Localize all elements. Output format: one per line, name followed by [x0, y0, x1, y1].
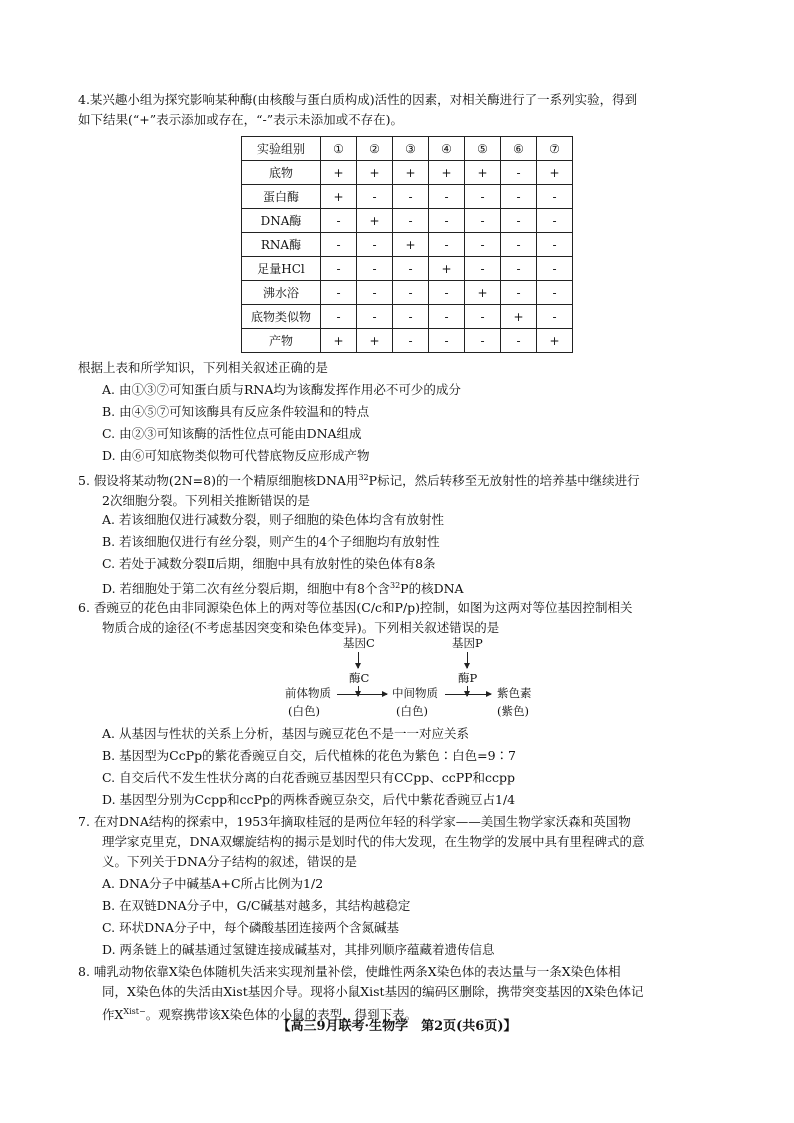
table-cell: -	[537, 185, 573, 209]
q4-stem-line-2: 如下结果(“+”表示添加或存在，“-”表示未添加或不存在)。	[78, 112, 404, 127]
question-5-stem	[78, 468, 728, 511]
table-cell: -	[501, 185, 537, 209]
q6-option-d: D. 基因型分别为Ccpp和ccPp的两株香豌豆杂交，后代中紫花香豌豆占1/4	[102, 792, 516, 807]
table-cell: -	[465, 209, 501, 233]
q6-option-a: A. 从基因与性状的关系上分析，基因与豌豆花色不是一一对应关系	[102, 726, 469, 741]
table-cell: -	[321, 233, 357, 257]
arrow-down-gene-p	[467, 652, 468, 668]
q6-option-c: C. 自交后代不发生性状分离的白花香豌豆基因型只有CCpp、ccPP和ccpp	[102, 770, 516, 785]
q6-stem-line-1: 6. 香豌豆的花色由非同源染色体上的两对等位基因(C/c和P/p)控制，如图为这两对等位基因控制相关	[78, 600, 633, 615]
table-cell: +	[321, 161, 357, 185]
table-row-label: 底物类似物	[242, 305, 321, 329]
table-cell: -	[393, 281, 429, 305]
table-cell: -	[537, 305, 573, 329]
table-cell: -	[393, 209, 429, 233]
table-cell: +	[465, 161, 501, 185]
table-cell: ④	[429, 137, 465, 161]
table-row-label: DNA酶	[242, 209, 321, 233]
table-row-label: 蛋白酶	[242, 185, 321, 209]
q4-prompt: 根据上表和所学知识，下列相关叙述正确的是	[78, 360, 329, 375]
table-row	[242, 233, 573, 257]
table-row	[242, 305, 573, 329]
table-cell: -	[537, 257, 573, 281]
table-row-label: 产物	[242, 329, 321, 353]
table-row	[242, 161, 573, 185]
table-header-row	[242, 137, 573, 161]
q5-option-b: B. 若该细胞仅进行有丝分裂，则产生的4个子细胞均有放射性	[102, 534, 440, 549]
q4-option-d: D. 由⑥可知底物类似物可代替底物反应形成产物	[102, 448, 370, 463]
question-7-stem	[78, 812, 728, 872]
table-cell: -	[537, 209, 573, 233]
experiment-table	[241, 136, 573, 353]
table-cell: -	[465, 233, 501, 257]
gene-c-label: 基因C	[343, 636, 375, 650]
gene-p-label: 基因P	[452, 636, 483, 650]
intermediate-label: 中间物质	[392, 686, 438, 700]
table-cell: -	[429, 281, 465, 305]
table-cell: -	[501, 233, 537, 257]
q4-stem-line-1: 4.某兴趣小组为探究影响某种酶(由核酸与蛋白质构成)活性的因素，对相关酶进行了一系列实验，得到	[78, 92, 638, 107]
precursor-label: 前体物质	[285, 686, 331, 700]
arrow-intermediate-to-pigment	[445, 694, 491, 695]
q5-option-d-part-b: P的核DNA	[400, 581, 464, 597]
table-cell: +	[465, 281, 501, 305]
table-row-label: 沸水浴	[242, 281, 321, 305]
table-cell: -	[321, 281, 357, 305]
table-cell: ⑥	[501, 137, 537, 161]
q7-option-c: C. 环状DNA分子中，每个磷酸基团连接两个含氮碱基	[102, 920, 400, 935]
q8-xist-sup: Xist−	[123, 1007, 146, 1016]
arrow-down-gene-c	[358, 652, 359, 668]
precursor-color-label: (白色)	[288, 704, 320, 718]
table-cell: +	[429, 257, 465, 281]
table-cell: -	[357, 281, 393, 305]
table-cell: -	[465, 257, 501, 281]
q7-option-b: B. 在双链DNA分子中，G/C碱基对越多，其结构越稳定	[102, 898, 411, 913]
table-cell: -	[429, 305, 465, 329]
table-cell: -	[393, 305, 429, 329]
q5-stem-part-b: P标记，然后转移至无放射性的培养基中继续进行	[368, 473, 640, 489]
table-cell: -	[501, 329, 537, 353]
table-cell: -	[537, 281, 573, 305]
table-row-label: RNA酶	[242, 233, 321, 257]
table-cell: +	[429, 161, 465, 185]
table-cell: -	[357, 185, 393, 209]
question-6-stem	[78, 598, 728, 638]
table-cell: -	[321, 257, 357, 281]
table-cell: ①	[321, 137, 357, 161]
q8-stem-line-1: 8. 哺乳动物依靠X染色体随机失活来实现剂量补偿，使雌性两条X染色体的表达量与一条X染色体相	[78, 964, 621, 979]
arrow-precursor-to-intermediate	[337, 694, 387, 695]
q7-option-d: D. 两条链上的碱基通过氢键连接成碱基对，其排列顺序蕴藏着遗传信息	[102, 942, 495, 957]
table-row	[242, 257, 573, 281]
table-header-label: 实验组别	[242, 137, 321, 161]
q5-option-a: A. 若该细胞仅进行减数分裂，则子细胞的染色体均含有放射性	[102, 512, 444, 527]
table-cell: -	[465, 329, 501, 353]
table-cell: -	[501, 281, 537, 305]
table-cell: -	[501, 161, 537, 185]
pigment-label: 紫色素	[497, 686, 532, 700]
table-cell: -	[429, 209, 465, 233]
table-row-label: 底物	[242, 161, 321, 185]
table-cell: -	[321, 209, 357, 233]
q7-stem-line-3: 义。下列关于DNA分子结构的叙述，错误的是	[102, 854, 357, 869]
q4-option-c: C. 由②③可知该酶的活性位点可能由DNA组成	[102, 426, 362, 441]
q5-option-d-sup: 32	[389, 581, 401, 590]
q7-option-a: A. DNA分子中碱基A+C所占比例为1/2	[102, 876, 324, 891]
table-cell: ⑦	[537, 137, 573, 161]
table-row	[242, 329, 573, 353]
table-cell: -	[537, 233, 573, 257]
table-cell: -	[465, 185, 501, 209]
table-cell: -	[429, 329, 465, 353]
table-cell: -	[501, 209, 537, 233]
q5-stem-line-2: 2次细胞分裂。下列相关推断错误的是	[102, 493, 310, 509]
page-footer: 【高三9月联考·生物学 第2页(共6页)】	[277, 1019, 517, 1034]
question-4-stem	[78, 90, 728, 130]
table-cell: ③	[393, 137, 429, 161]
table-cell: -	[501, 257, 537, 281]
table-cell: -	[429, 233, 465, 257]
q8-stem-part-a: 作X	[102, 1007, 124, 1023]
table-cell: -	[321, 305, 357, 329]
q4-option-a: A. 由①③⑦可知蛋白质与RNA均为该酶发挥作用必不可少的成分	[102, 382, 461, 397]
table-cell: -	[429, 185, 465, 209]
table-cell: +	[321, 185, 357, 209]
pathway-diagram	[270, 635, 560, 720]
table-cell: +	[357, 161, 393, 185]
table-cell: +	[537, 329, 573, 353]
q5-option-c: C. 若处于减数分裂Ⅱ后期，细胞中具有放射性的染色体有8条	[102, 556, 436, 571]
table-cell: -	[357, 233, 393, 257]
table-cell: -	[393, 185, 429, 209]
table-row-label: 足量HCl	[242, 257, 321, 281]
table-cell: -	[393, 257, 429, 281]
table-row	[242, 209, 573, 233]
q5-option-d	[102, 576, 464, 599]
table-cell: +	[537, 161, 573, 185]
q5-option-d-part-a: D. 若细胞处于第二次有丝分裂后期，细胞中有8个含	[102, 581, 390, 597]
table-cell: +	[357, 329, 393, 353]
table-cell: -	[393, 329, 429, 353]
q8-stem-part-b: 。观察携带该X染色体的小鼠的表型，得到下表。	[145, 1007, 418, 1023]
q5-isotope-sup: 32	[358, 473, 369, 482]
enzyme-c-label: 酶C	[349, 671, 370, 685]
table-cell: +	[501, 305, 537, 329]
table-cell: -	[357, 305, 393, 329]
q6-option-b: B. 基因型为CcPp的紫花香豌豆自交，后代植株的花色为紫色∶白色=9∶7	[102, 748, 516, 763]
table-cell: -	[465, 305, 501, 329]
q7-stem-line-1: 7. 在对DNA结构的探索中，1953年摘取桂冠的是两位年轻的科学家——美国生物学家沃森和英国物	[78, 814, 631, 829]
table-cell: ②	[357, 137, 393, 161]
table-cell: +	[393, 161, 429, 185]
q6-stem-line-2: 物质合成的途径(不考虑基因突变和染色体变异)。下列相关叙述错误的是	[102, 620, 500, 635]
table-cell: +	[357, 209, 393, 233]
pigment-color-label: (紫色)	[497, 704, 529, 718]
q5-stem-part-a: 5. 假设将某动物(2N=8)的一个精原细胞核DNA用	[78, 473, 359, 489]
table-row	[242, 281, 573, 305]
q4-option-b: B. 由④⑤⑦可知该酶具有反应条件较温和的特点	[102, 404, 370, 419]
table-row	[242, 185, 573, 209]
q8-stem-line-2: 同，X染色体的失活由Xist基因介导。现将小鼠Xist基因的编码区删除，携带突变基因的X染色体记	[102, 984, 644, 999]
table-cell: +	[393, 233, 429, 257]
table-cell: ⑤	[465, 137, 501, 161]
enzyme-p-label: 酶P	[458, 671, 478, 685]
intermediate-color-label: (白色)	[396, 704, 428, 718]
table-cell: -	[357, 257, 393, 281]
q7-stem-line-2: 理学家克里克，DNA双螺旋结构的揭示是划时代的伟大发现，在生物学的发展中具有里程碑式的意	[102, 834, 645, 849]
q5-stem-line-1	[78, 468, 728, 491]
table-cell: +	[321, 329, 357, 353]
